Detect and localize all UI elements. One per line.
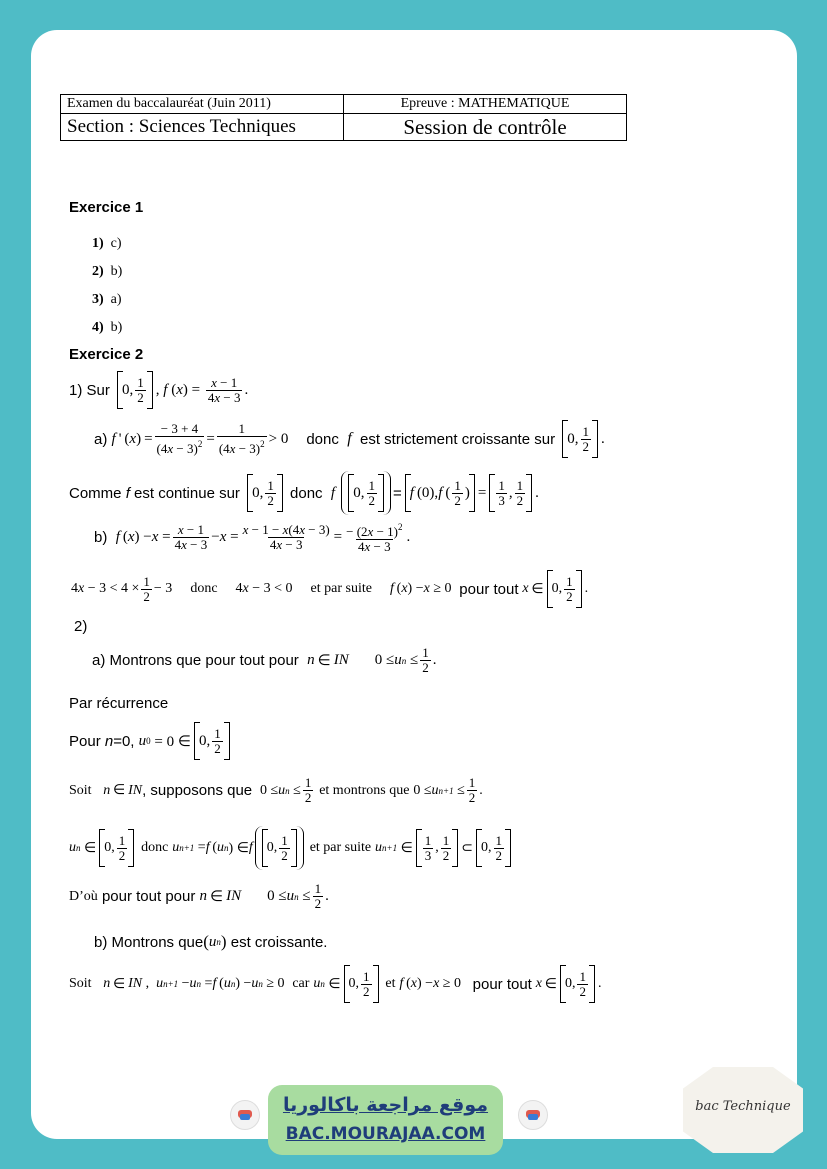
- interval: 0, $\frac{1}{2}$: [117, 371, 153, 409]
- ex2-q1b-conclusion: 4 x − 3 < 4 × $\frac{1}{2}$ − 3 donc 4 x − 3 < 0 et par suite f ( x ) − x ≥ 0 pour tout x ∈ 0, $\frac{1}{2}$ .: [71, 570, 588, 608]
- section: Section : Sciences Techniques: [61, 114, 344, 141]
- exam-header-table: [60, 94, 627, 141]
- text: pour tout pour: [101, 888, 196, 905]
- interval: 0, $\frac{1}{2}$: [562, 420, 598, 458]
- text: et par suite: [309, 840, 372, 855]
- answer-val: a): [110, 292, 122, 307]
- text: et par suite: [310, 581, 372, 596]
- label: b): [94, 528, 108, 546]
- ex2-heredite-proof: u n ∈ 0, $\frac{1}{2}$ donc u n+1 = f ( u n ) ∈ f 0, $\frac{1}{2}$ et par suite u n+1 ∈ $\frac{1}{3}$ , $\frac{1}{2}$ ⊂ 0, $\frac{1}{2}$: [69, 826, 514, 870]
- ex1-answer-1: [92, 236, 122, 252]
- ex1-answer-2: [92, 264, 122, 280]
- interval: $\frac{1}{3}$ , $\frac{1}{2}$: [416, 829, 459, 867]
- exam-name: Examen du baccalauréat (Juin 2011): [61, 95, 344, 114]
- text: Comme: [69, 484, 122, 502]
- interval: 0, $\frac{1}{2}$: [344, 965, 379, 1003]
- text: est croissante.: [230, 933, 328, 951]
- text: a) Montrons que pour tout pour: [92, 652, 299, 669]
- text: et: [385, 976, 396, 991]
- text: Soit: [69, 976, 92, 991]
- answer-val: c): [110, 236, 122, 251]
- ex2-heredite: Soit n ∈ IN , supposons que 0 ≤ u n ≤ $\frac{1}{2}$ et montrons que 0 ≤ u n+1 ≤ $\frac{1}{2}$ .: [69, 775, 483, 805]
- ex2-q1a: a) f ' ( x ) = $\frac{- 3 + 4}{(4x - 3)^2}$ = $\frac{1}{(4x - 3)^2}$ > 0 donc f est strictement croissante sur 0, $\frac{1}{2}$ .: [94, 421, 605, 456]
- paren: [341, 471, 391, 515]
- interval: f (0), f ( $\frac{1}{2}$ ): [405, 474, 475, 512]
- answer-val: b): [110, 264, 123, 279]
- ex2-q2b: b) Montrons que ( u n ) est croissante.: [94, 932, 328, 951]
- ex2-init: Pour n =0, u 0 = 0 ∈ 0, $\frac{1}{2}$: [69, 722, 233, 760]
- interval: 0, $\frac{1}{2}$: [99, 829, 134, 867]
- label: a): [94, 430, 108, 448]
- answer-num: 4): [92, 320, 104, 335]
- interval: 0, $\frac{1}{2}$: [560, 965, 595, 1003]
- answer-num: 2): [92, 264, 104, 279]
- text: donc: [290, 484, 323, 502]
- text: , supposons que: [142, 782, 253, 799]
- ex2-q1b: b) f ( x ) − x = $\frac{x - 1}{4x - 3}$ − x = $\frac{x - 1 - x(4x - 3)}{4x - 3}$ = $\frac{- (2x - 1)^2}{4x - 3}$ .: [94, 521, 411, 554]
- text: Pour: [69, 732, 101, 750]
- text: donc: [141, 840, 169, 855]
- ex2-comme: Comme f est continue sur 0, $\frac{1}{2}$ donc f 0, $\frac{1}{2}$ = f (0), f ( $\frac{1}{2}$ ) = $\frac{1}{3}$ , $\frac{1}{2}$ .: [69, 471, 539, 515]
- ex2-q2: 2): [74, 618, 88, 635]
- text: =0,: [113, 732, 135, 750]
- session: Session de contrôle: [344, 114, 627, 141]
- ex2-q2a: a) Montrons que pour tout pour n ∈ IN 0 ≤ u n ≤ $\frac{1}{2}$ .: [92, 645, 437, 675]
- interval: 0, $\frac{1}{2}$: [476, 829, 511, 867]
- interval: 0, $\frac{1}{2}$: [547, 570, 582, 608]
- logo-right-icon: [518, 1100, 548, 1130]
- text: et montrons que: [319, 782, 410, 798]
- interval: 0, $\frac{1}{2}$: [348, 474, 384, 512]
- interval: 0, $\frac{1}{2}$: [194, 722, 230, 760]
- ex2-q2b-proof: Soit n ∈ IN , u n+1 − u n = f ( u n ) − u n ≥ 0 car u n ∈ 0, $\frac{1}{2}$ et f ( x ) − x ≥ 0 pour tout x ∈ 0, $\frac{1}{2}$ .: [69, 965, 601, 1003]
- footer-arabic: موقع مراجعة باكالوريا: [282, 1094, 489, 1116]
- exercice-2-title: Exercice 2: [69, 346, 144, 363]
- ex2-conclusion-2a: D’où pour tout pour n ∈ IN 0 ≤ u n ≤ $\frac{1}{2}$ .: [69, 881, 329, 911]
- interval: $\frac{1}{3}$ , $\frac{1}{2}$: [489, 474, 532, 512]
- text: donc: [190, 581, 218, 596]
- text: D’où: [69, 888, 98, 904]
- paren: [255, 826, 304, 870]
- text: pour tout: [472, 975, 532, 993]
- ex1-answer-4: [92, 320, 122, 336]
- ex1-answer-3: [92, 292, 122, 308]
- interval: 0, $\frac{1}{2}$: [247, 474, 283, 512]
- text: Soit: [69, 782, 92, 798]
- stamp-text: bac Technique: [695, 1099, 791, 1114]
- answer-num: 1): [92, 236, 104, 251]
- footer-site[interactable]: BAC.MOURAJAA.COM: [285, 1124, 486, 1144]
- logo-left-icon: [230, 1100, 260, 1130]
- answer-val: b): [110, 320, 123, 335]
- text: b) Montrons que: [94, 933, 204, 951]
- text: car: [292, 976, 310, 991]
- text: est continue sur: [134, 484, 240, 502]
- text: est strictement croissante sur: [360, 430, 556, 448]
- interval: 0, $\frac{1}{2}$: [262, 829, 297, 867]
- exercice-1-title: Exercice 1: [69, 199, 144, 216]
- par-recurrence: Par récurrence: [69, 695, 169, 712]
- text: 1) Sur: [69, 381, 110, 399]
- answer-num: 3): [92, 292, 104, 307]
- ex2-q1-definition: 1) Sur 0, $\frac{1}{2}$ , f ( x ) = $\frac{x - 1}{4x - 3}$ .: [69, 371, 248, 409]
- text: donc: [306, 430, 339, 448]
- text: pour tout: [459, 580, 519, 598]
- epreuve: Epreuve : MATHEMATIQUE: [344, 95, 627, 114]
